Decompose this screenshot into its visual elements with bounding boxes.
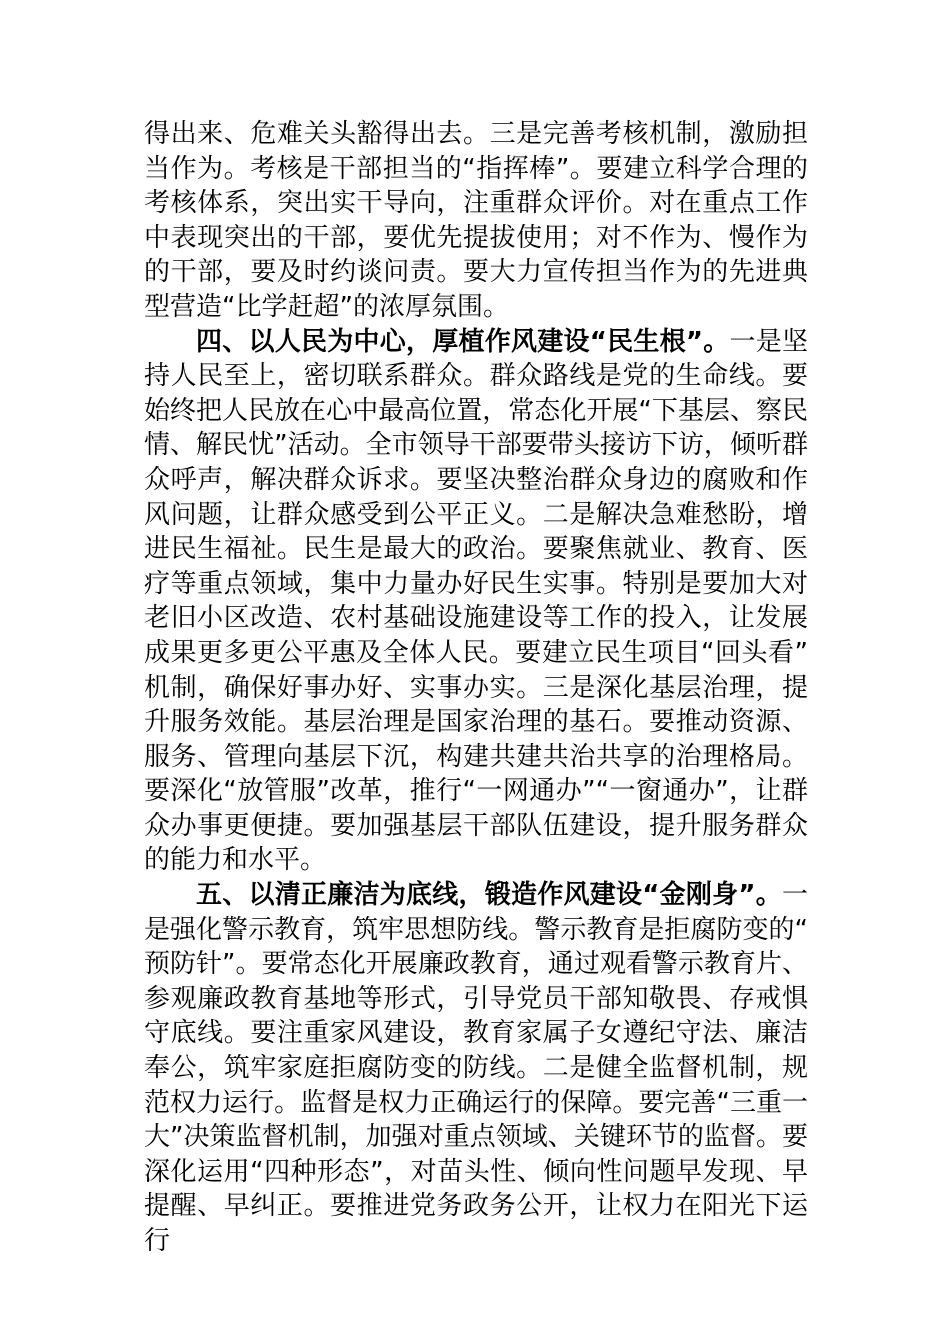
paragraph-2 [144,325,808,879]
document-page [144,117,808,1259]
paragraph-3 [144,878,808,1259]
paragraph-3-text: 一是强化警示教育，筑牢思想防线。警示教育是拒腐防变的“预防针”。要常态化开展廉政教育，通过观看警示教育片、参观廉政教育基地等形式，引导党员干部知敬畏、存戒惧守底线。要注重家风建设，教育家属子女遵纪守法、廉洁奉公，筑牢家庭拒腐防变的防线。二是健全监督机制，规范权力运行。监督是权力正确运行的保障。要完善“三重一大”决策监督机制，加强对重点领域、关键环节的监督。要深化运用“四种形态”，对苗头性、倾向性问题早发现、早提醒、早纠正。要推进党务政务公开，让权力在阳光下运行 [144,880,808,1256]
section-five-heading: 五、以清正廉洁为底线，锻造作风建设“金刚身”。 [196,880,782,911]
paragraph-1 [144,117,808,325]
paragraph-1-text: 得出来、危难关头豁得出去。三是完善考核机制，激励担当作为。考核是干部担当的“指挥棒”。要建立科学合理的考核体系，突出实干导向，注重群众评价。对在重点工作中表现突出的干部，要优先提拔使用；对不作为、慢作为的干部，要及时约谈问责。要大力宣传担当作为的先进典型营造“比学赶超”的浓厚氛围。 [144,119,808,322]
section-four-heading: 四、以人民为中心，厚植作风建设“民生根”。 [196,326,730,357]
paragraph-2-text: 一是坚持人民至上，密切联系群众。群众路线是党的生命线。要始终把人民放在心中最高位置，常态化开展“下基层、察民情、解民忧”活动。全市领导干部要带头接访下访，倾听群众呼声，解决群众诉求。要坚决整治群众身边的腐败和作风问题，让群众感受到公平正义。二是解决急难愁盼，增进民生福祉。民生是最大的政治。要聚焦就业、教育、医疗等重点领域，集中力量办好民生实事。特别是要加大对老旧小区改造、农村基础设施建设等工作的投入，让发展成果更多更公平惠及全体人民。要建立民生项目“回头看”机制，确保好事办好、实事办实。三是深化基层治理，提升服务效能。基层治理是国家治理的基石。要推动资源、服务、管理向基层下沉，构建共建共治共享的治理格局。要深化“放管服”改革，推行“一网通办”“一窗通办”，让群众办事更便捷。要加强基层干部队伍建设，提升服务群众的能力和水平。 [144,326,808,876]
